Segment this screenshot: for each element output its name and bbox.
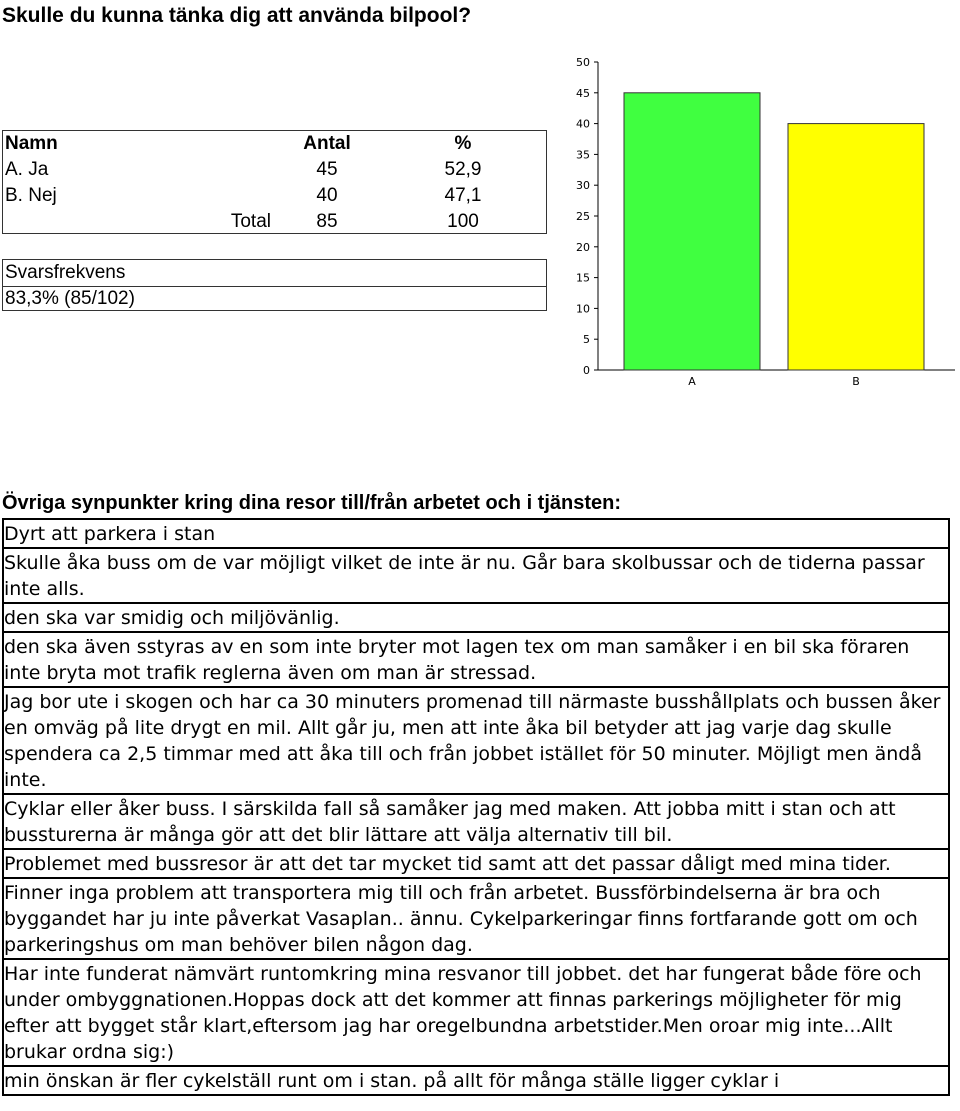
y-tick-label: 45: [576, 86, 590, 100]
comment-row: [4, 549, 948, 604]
y-tick-label: 50: [576, 56, 590, 69]
comments-list: [2, 518, 950, 1096]
row-percent: 47,1: [444, 185, 482, 206]
y-tick-labels: [576, 56, 598, 377]
comment-text: Har inte funderat nämvärt runtomkring mina resvanor till jobbet. det har fungerat både före och under ombyggnationen.Hoppas dock att det kommer att finnas parkerings möjligheter för mig efter att bygget står klart,eftersom jag har oregelbundna arbetstider.Men oroar mig inte...Allt brukar ordna sig:): [4, 963, 922, 1063]
table-row: [3, 183, 546, 209]
total-count: 85: [316, 211, 338, 232]
comment-text: Cyklar eller åker buss. I särskilda fall så samåker jag med maken. Att jobba mitt i stan och att bussturerna är många gör att det blir lättare att välja alternativ till bil.: [4, 798, 896, 846]
page-title: Skulle du kunna tänka dig att använda bilpool?: [2, 4, 472, 27]
comment-row: [4, 960, 948, 1067]
header-percent: %: [454, 133, 472, 154]
comment-text: Problemet med bussresor är att det tar mycket tid samt att det passar dåligt med mina tider.: [4, 853, 891, 875]
row-name: A. Ja: [5, 159, 49, 180]
bars: [624, 93, 924, 370]
comment-row: [4, 633, 948, 688]
header-antal: Antal: [303, 133, 351, 154]
table-row: [3, 157, 546, 183]
bar-B: [788, 124, 924, 370]
comment-row: [4, 1067, 948, 1096]
table-total-row: [3, 209, 546, 235]
y-tick-label: 40: [576, 117, 590, 131]
comment-row: [4, 795, 948, 850]
comment-text: den ska var smidig och miljövänlig.: [4, 607, 340, 629]
y-tick-label: 15: [576, 271, 590, 285]
comment-text: den ska även sstyras av en som inte bryter mot lagen tex om man samåker i en bil ska föraren inte bryta mot trafik reglerna även om man är stressad.: [4, 636, 910, 684]
bar-chart: [560, 50, 960, 395]
y-tick-label: 5: [583, 333, 590, 347]
y-tick-label: 25: [576, 210, 590, 223]
row-name: B. Nej: [5, 185, 57, 206]
comment-row: [4, 520, 948, 549]
comment-text: Jag bor ute i skogen och har ca 30 minuters promenad till närmaste busshållplats och bussen åker en omväg på lite drygt en mil. Allt går ju, men att inte åka bil betyder att jag varje dag skulle spendera ca 2,5 timmar med att åka till och från jobbet istället för 50 minuter. Möjligt men ändå inte.: [4, 691, 941, 791]
comment-row: [4, 688, 948, 795]
y-tick-label: 35: [576, 148, 590, 162]
y-tick-label: 0: [583, 364, 590, 377]
y-tick-label: 30: [576, 179, 590, 193]
header-namn: Namn: [5, 133, 58, 154]
results-table: [2, 130, 547, 234]
comment-row: [4, 850, 948, 879]
row-count: 45: [316, 159, 338, 180]
response-rate-value: 83,3% (85/102): [5, 288, 135, 309]
comment-row: [4, 604, 948, 633]
x-tick-label: B: [852, 375, 860, 388]
row-percent: 52,9: [444, 159, 482, 180]
row-count: 40: [316, 185, 338, 206]
y-tick-label: 20: [576, 240, 590, 254]
comments-heading: Övriga synpunkter kring dina resor till/från arbetet och i tjänsten:: [2, 492, 622, 514]
total-percent: 100: [447, 211, 479, 232]
comment-text: Finner inga problem att transportera mig till och från arbetet. Bussförbindelserna är bra och byggandet har ju inte påverkat Vasaplan.. ännu. Cykelparkeringar finns fortfarande gott om och parkeringshus om man behöver bilen någon dag.: [4, 882, 918, 956]
response-rate-box: [2, 259, 547, 311]
x-tick-labels: [688, 375, 860, 388]
x-tick-label: A: [688, 375, 696, 388]
comment-text: Dyrt att parkera i stan: [4, 523, 216, 545]
total-label: Total: [230, 211, 271, 232]
bar-A: [624, 93, 760, 370]
table-header-row: [3, 131, 546, 157]
comment-text: min önskan är fler cykelställ runt om i stan. på allt för många ställe ligger cyklar i: [4, 1070, 780, 1092]
comment-text: Skulle åka buss om de var möjligt vilket de inte är nu. Går bara skolbussar och de tiderna passar inte alls.: [4, 552, 925, 600]
y-tick-label: 10: [576, 302, 590, 316]
comment-row: [4, 879, 948, 960]
response-rate-label: Svarsfrekvens: [5, 262, 126, 283]
